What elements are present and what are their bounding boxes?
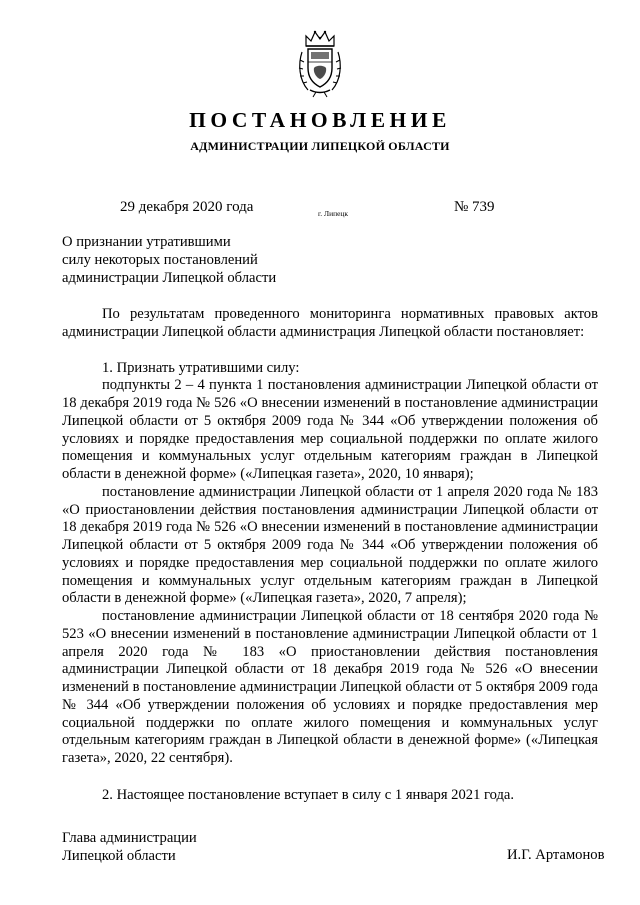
document-number: № 739: [454, 199, 495, 215]
document-date: 29 декабря 2020 года: [120, 199, 254, 215]
position-line: Липецкой области: [62, 848, 176, 864]
subject-line: силу некоторых постановлений: [62, 251, 258, 268]
item-1-paragraph-a: подпункты 2 – 4 пункта 1 постановления администрации Липецкой области от 18 декабря 2019 года № 526 «О внесении изменений в постановление администрации Липецкой области от 5 октября 2009 года № 344 «Об утверждении положения об условиях и порядке предоставления мер социальной поддержки по оплате жилого помещения и коммунальных услуг отдельным категориям граждан в Липецкой области в денежной форме» («Липецкая газета», 2020, 10 января);: [62, 377, 598, 482]
item-1-heading: 1. Признать утратившими силу:: [102, 359, 300, 376]
document-city: г. Липецк: [318, 209, 349, 218]
item-2-paragraph: 2. Настоящее постановление вступает в силу с 1 января 2021 года.: [102, 786, 515, 803]
subject-line: О признании утратившими: [62, 234, 231, 250]
signatory-position: [62, 829, 197, 865]
document-body: [62, 306, 598, 805]
preamble-paragraph: По результатам проведенного мониторинга нормативных правовых актов администрации Липецкой области администрация Липецкой области постановляет:: [62, 306, 598, 340]
document-subject: [62, 234, 276, 287]
item-1-paragraph-c: постановление администрации Липецкой области от 18 сентября 2020 года № 523 «О внесении изменений в постановление администрации Липецкой области от 1 апреля 2020 года № 183 «О приостановлении действия постановления администрации Липецкой области от 18 декабря 2019 года № 526 «О внесении изменений в постановление администрации Липецкой области от 5 октября 2009 года № 344 «Об утверждении положения об условиях и порядке предоставления мер социальной поддержки по оплате жилого помещения и коммунальных услуг отдельным категориям граждан в Липецкой области в денежной форме» («Липецкая газета», 2020, 22 сентября).: [62, 608, 598, 766]
subject-line: администрации Липецкой области: [62, 269, 277, 286]
position-line: Глава администрации: [62, 830, 197, 846]
issuing-authority: АДМИНИСТРАЦИИ ЛИПЕЦКОЙ ОБЛАСТИ: [190, 139, 450, 153]
item-1-paragraph-b: постановление администрации Липецкой области от 1 апреля 2020 года № 183 «О приостановлении действия постановления администрации Липецкой области от 18 декабря 2019 года № 526 «О внесении изменений в постановление администрации Липецкой области от 5 октября 2009 года № 344 «Об утверждении положения об условиях и порядке предоставления мер социальной поддержки по оплате жилого помещения и коммунальных услуг отдельным категориям граждан в Липецкой области в денежной форме» («Липецкая газета», 2020, 7 апреля);: [62, 483, 598, 607]
signatory-name: И.Г. Артамонов: [507, 847, 605, 863]
coat-of-arms-icon: [296, 28, 344, 98]
document-title: ПОСТАНОВЛЕНИЕ: [189, 108, 451, 132]
